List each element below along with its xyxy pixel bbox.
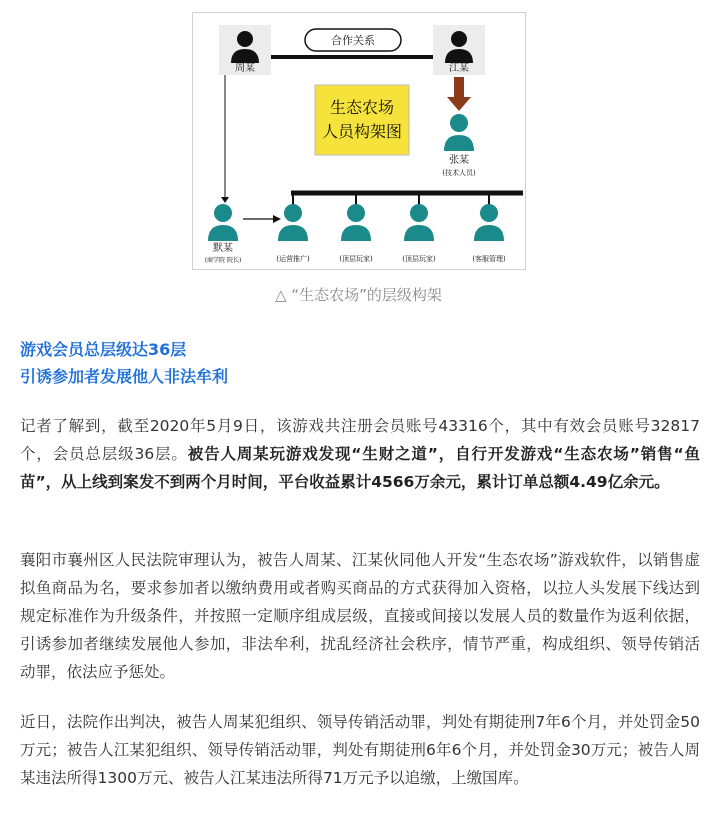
down-arrow-icon <box>447 77 471 111</box>
role-top-player-1: (顶层玩家) <box>339 255 373 263</box>
zhou-label: 周某 <box>235 63 255 74</box>
image-caption: △ “生态农场”的层级构架 <box>275 286 442 304</box>
ops-person-icon <box>278 204 308 241</box>
paragraph-2: 襄阳市襄州区人民法院审理认为，被告人周某、江某伙同他人开发“生态农场”游戏软件，以销售虚拟鱼商品为名，要求参加者以缴纳费用或者购买商品的方式获得加入资格，以拉人头发展下线达到规定标准作为升级条件，并按照一定顺序组成层级，直接或间接以发展人员的数量作为返利依据，引诱参加者继续发展他人参加，非法牟利，扰乱经济社会秩序，情节严重，构成组织、领导传销活动罪，依法应予惩处。 <box>20 551 700 681</box>
role-ops: (运营推广) <box>276 255 310 263</box>
jiang-label: 江某 <box>449 63 469 74</box>
section-headline <box>20 336 228 390</box>
zhang-person-icon <box>444 114 474 151</box>
partner-label: 合作关系 <box>331 34 375 47</box>
role-top-player-2: (顶层玩家) <box>402 255 436 263</box>
mo-role: (商学院 院长) <box>204 257 242 264</box>
right-arrowhead-icon <box>273 215 281 223</box>
service-person-icon <box>474 204 504 241</box>
mo-person-icon <box>208 204 238 241</box>
zhang-role: (技术人员) <box>442 169 476 177</box>
mo-label: 默某 <box>213 243 233 254</box>
top-player-2-person-icon <box>404 204 434 241</box>
paragraph-1-normal: 记者了解到，截至2020年5月9日，该游戏共注册会员账号43316个，其中有效会员账号32817个，会员总层级36层。 <box>20 417 700 463</box>
headline-line-1: 游戏会员总层级达36层 <box>20 340 187 359</box>
org-chart-diagram <box>192 12 526 270</box>
paragraph-3: 近日，法院作出判决，被告人周某犯组织、领导传销活动罪，判处有期徒刑7年6个月，并处罚金50万元；被告人江某犯组织、领导传销活动罪，判处有期徒刑6年6个月，并处罚金30万元；被告人周某违法所得1300万元、被告人江某违法所得71万元予以追缴，上缴国库。 <box>20 713 700 787</box>
headline-line-2: 引诱参加者发展他人非法牟利 <box>20 367 229 386</box>
zhang-label: 张某 <box>449 155 469 166</box>
title-line1: 生态农场 <box>329 98 395 117</box>
title-line2: 人员构架图 <box>321 122 403 141</box>
top-player-1-person-icon <box>341 204 371 241</box>
paragraph-1 <box>20 412 700 496</box>
role-service: (客服管理) <box>472 255 506 263</box>
paragraph-1-bold: 被告人周某玩游戏发现“生财之道”，自行开发游戏“生态农场”销售“鱼苗”，从上线到案发不到两个月时间，平台收益累计4566万余元，累计订单总额4.49亿余元。 <box>20 445 701 491</box>
title-box <box>315 85 409 155</box>
arrowhead-icon <box>221 197 229 203</box>
org-chart-svg <box>193 13 527 271</box>
